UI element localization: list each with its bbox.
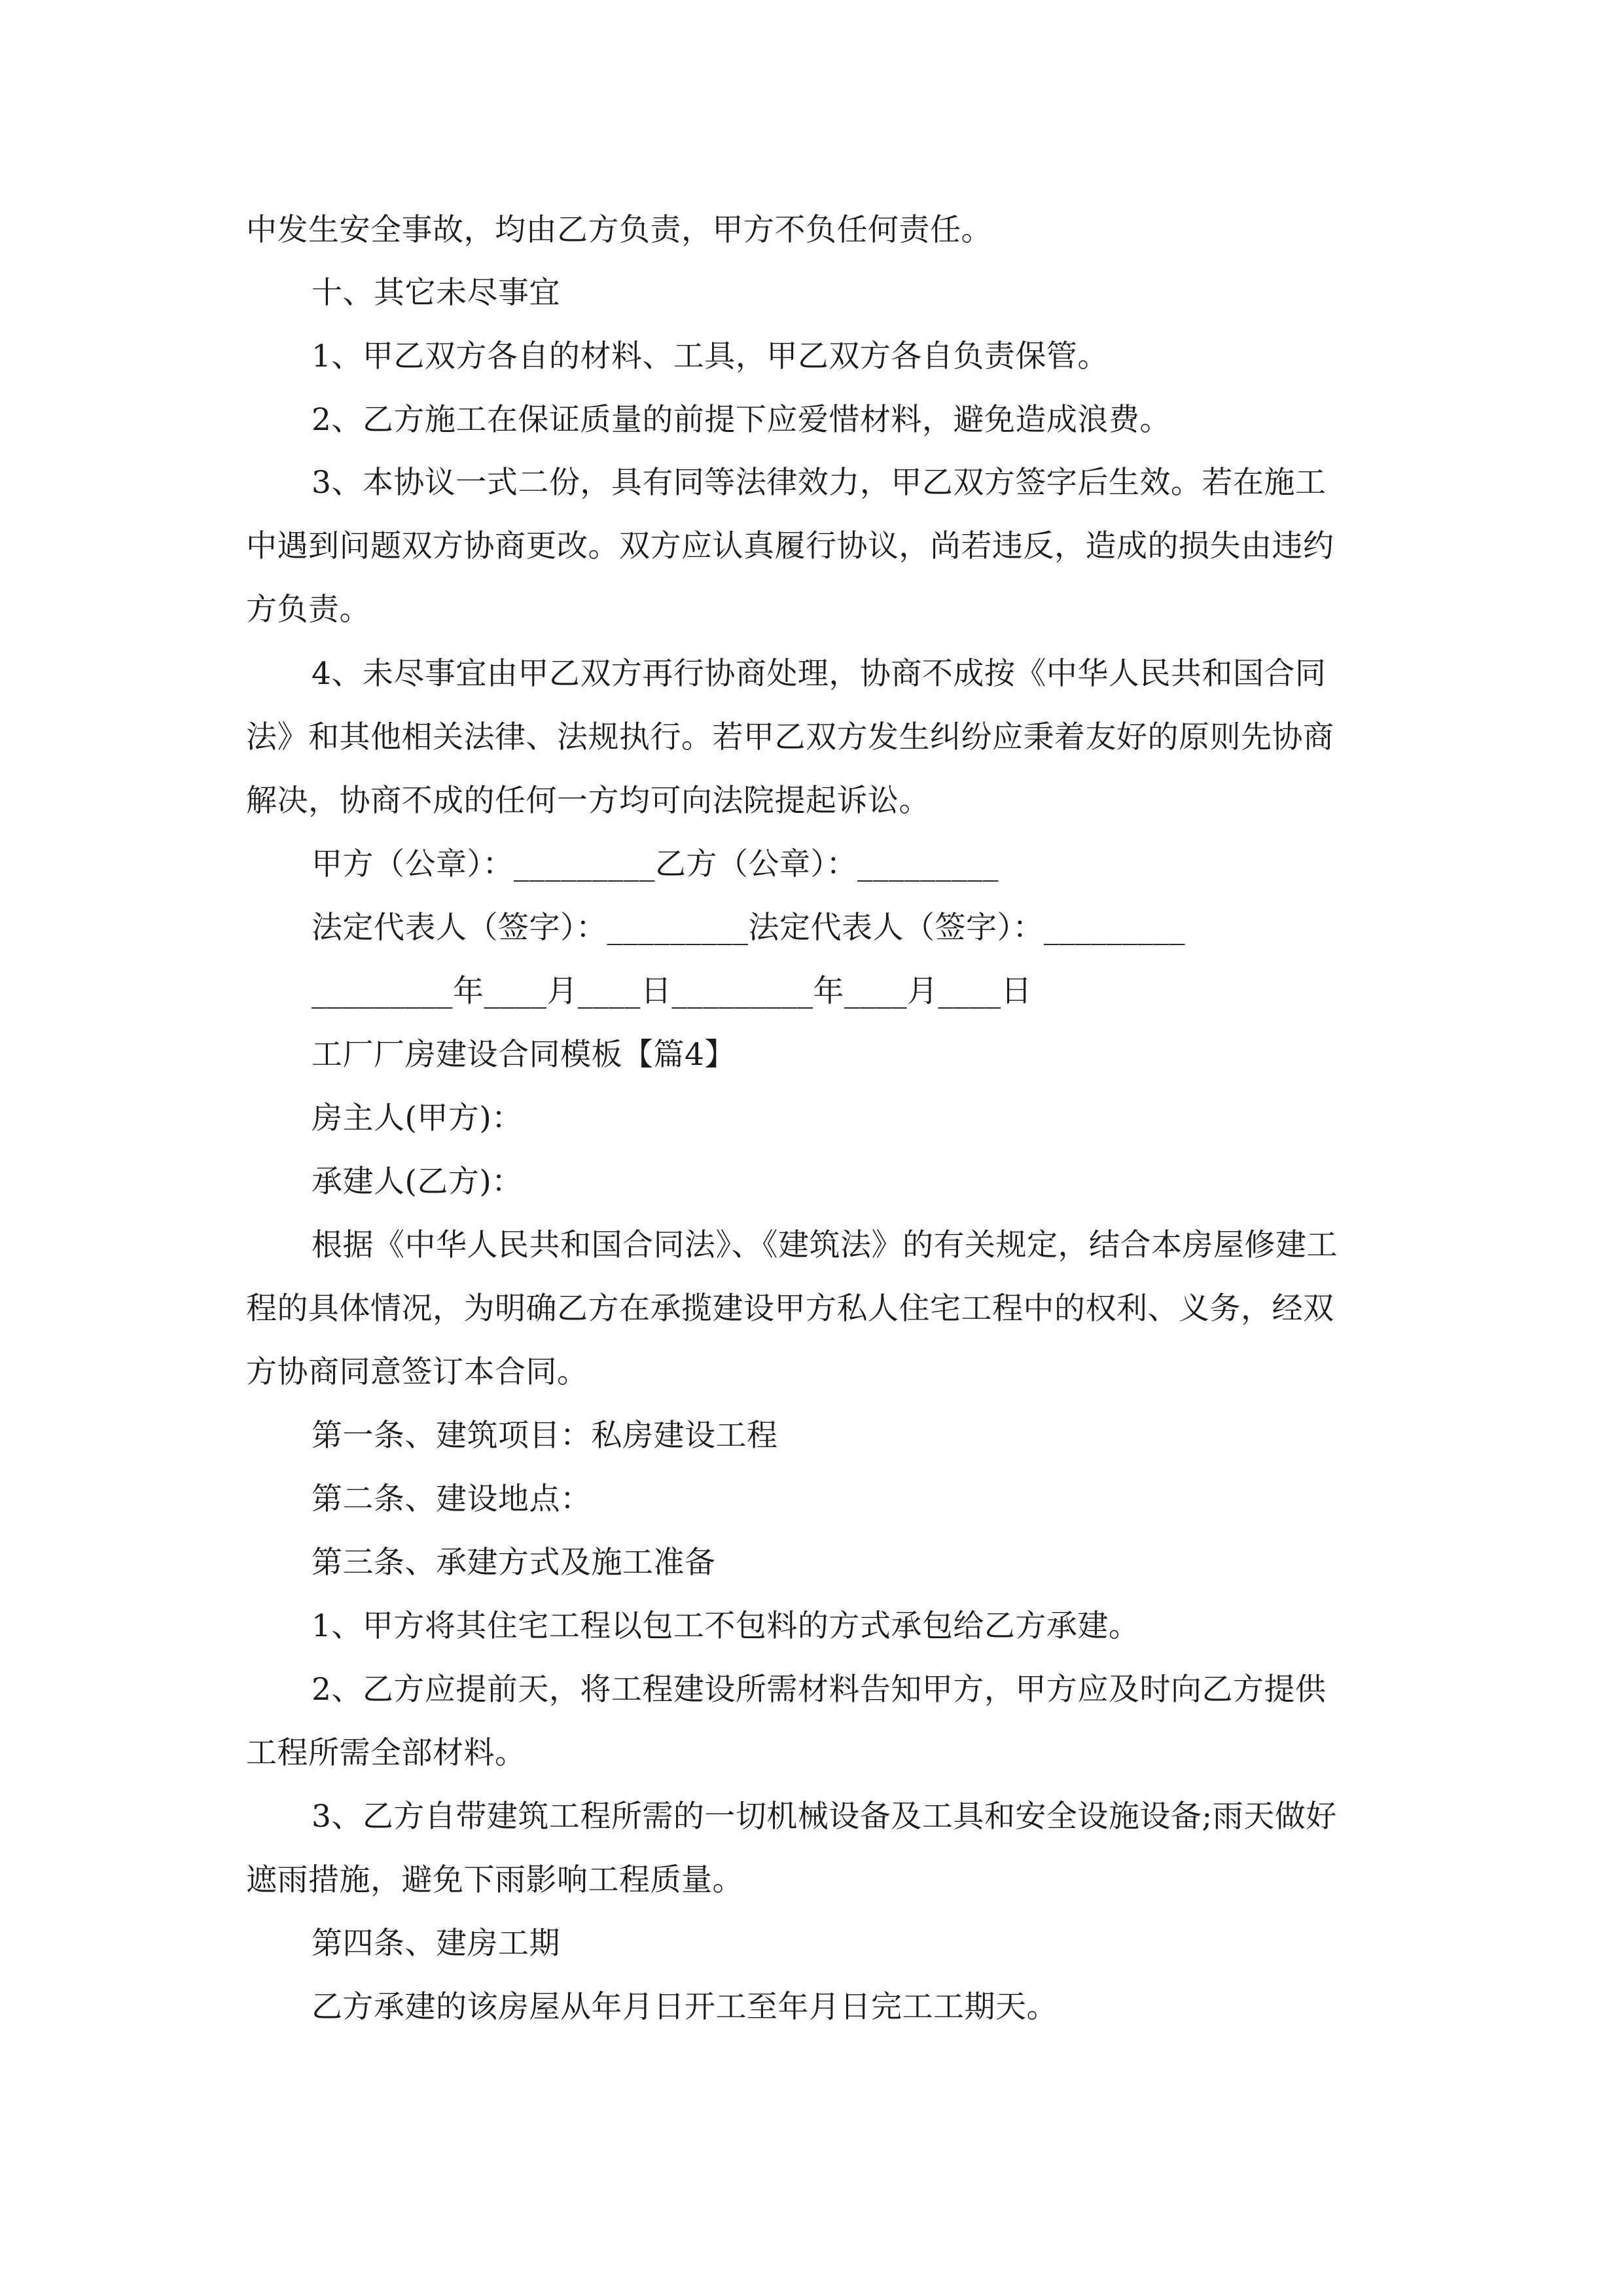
article-heading: 第四条、建房工期 (312, 1926, 560, 1962)
contract-title: 工厂厂房建设合同模板【篇4】 (312, 1037, 736, 1073)
text-line: 工程所需全部材料。 (246, 1735, 526, 1771)
article-heading: 第二条、建设地点： (312, 1481, 592, 1517)
article-heading: 第三条、承建方式及施工准备 (312, 1545, 716, 1581)
article-heading: 第一条、建筑项目：私房建设工程 (312, 1418, 778, 1454)
text-line: 1、甲方将其住宅工程以包工不包料的方式承包给乙方承建。 (312, 1608, 1140, 1644)
signature-line-seal: 甲方（公章）：_________乙方（公章）：_________ (312, 846, 999, 882)
party-b-label: 承建人(乙方)： (312, 1164, 523, 1200)
text-line: 3、乙方自带建筑工程所需的一切机械设备及工具和安全设施设备;雨天做好 (312, 1799, 1337, 1835)
party-a-label: 房主人(甲方)： (312, 1100, 523, 1136)
text-line: 中发生安全事故，均由乙方负责，甲方不负任何责任。 (246, 212, 992, 248)
text-line: 中遇到问题双方协商更改。双方应认真履行协议，尚若违反，造成的损失由违约 (246, 528, 1334, 564)
text-line: 乙方承建的该房屋从年月日开工至年月日完工工期天。 (312, 1989, 1058, 2025)
text-line: 2、乙方施工在保证质量的前提下应爱惜材料，避免造成浪费。 (312, 402, 1171, 438)
signature-line-date: _________年____月____日_________年____月____日 (312, 973, 1032, 1009)
text-line: 4、未尽事宜由甲乙双方再行协商处理，协商不成按《中华人民共和国合同 (312, 656, 1327, 692)
text-line: 方负责。 (246, 592, 370, 628)
text-line: 方协商同意签订本合同。 (246, 1354, 588, 1390)
signature-line-representative: 法定代表人（签字）：_________法定代表人（签字）：_________ (312, 910, 1185, 946)
text-line: 解决，协商不成的任何一方均可向法院提起诉讼。 (246, 783, 930, 819)
text-line: 程的具体情况，为明确乙方在承揽建设甲方私人住宅工程中的权利、义务，经双 (246, 1291, 1334, 1327)
text-line: 法》和其他相关法律、法规执行。若甲乙双方发生纠纷应秉着友好的原则先协商 (246, 719, 1334, 755)
text-line: 1、甲乙双方各自的材料、工具，甲乙双方各自负责保管。 (312, 338, 1109, 374)
text-line: 遮雨措施，避免下雨影响工程质量。 (246, 1862, 743, 1898)
section-heading: 十、其它未尽事宜 (312, 275, 560, 311)
text-line: 2、乙方应提前天，将工程建设所需材料告知甲方，甲方应及时向乙方提供 (312, 1672, 1327, 1708)
text-line: 根据《中华人民共和国合同法》、《建筑法》的有关规定，结合本房屋修建工 (312, 1227, 1338, 1263)
text-line: 3、本协议一式二份，具有同等法律效力，甲乙双方签字后生效。若在施工 (312, 465, 1327, 501)
